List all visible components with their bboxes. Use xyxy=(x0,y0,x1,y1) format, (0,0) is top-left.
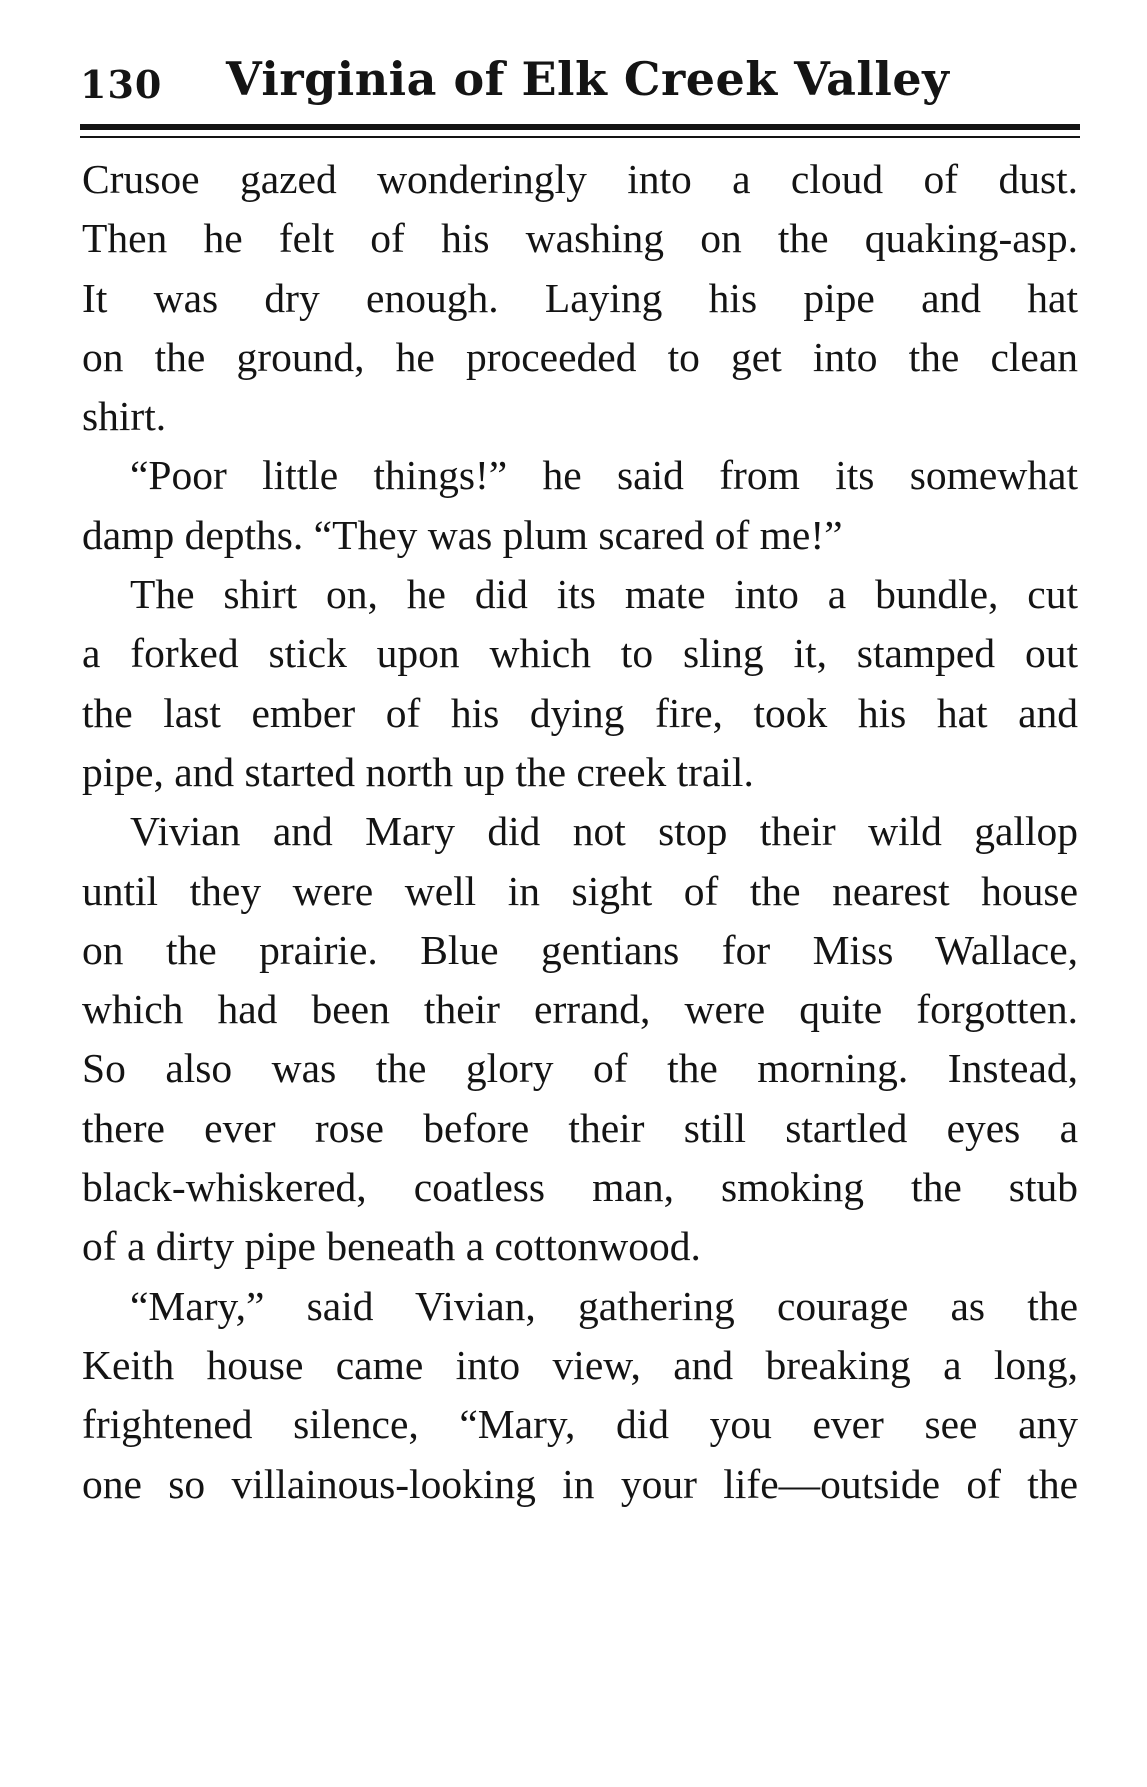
text-line: the last ember of his dying fire, took his hat and xyxy=(82,689,1078,736)
text-line: Crusoe gazed wonderingly into a cloud of dust. xyxy=(82,156,1078,202)
text-line: “Poor little things!” he said from its somewhat xyxy=(130,452,1078,499)
text-line: shirt. xyxy=(82,393,167,440)
header-rule-thin xyxy=(80,136,1080,138)
page-number: 130 xyxy=(80,62,163,107)
text-line: of a dirty pipe beneath a cottonwood. xyxy=(82,1223,701,1270)
text-line: a forked stick upon which to sling it, stamped out xyxy=(82,630,1078,677)
text-line: Then he felt of his washing on the quaking-asp. xyxy=(82,215,1078,262)
text-line: So also was the glory of the morning. Instead, xyxy=(82,1045,1078,1092)
text-line: frightened silence, “Mary, did you ever see any xyxy=(82,1401,1078,1448)
page-header xyxy=(80,52,1080,122)
text-line: black-whiskered, coatless man, smoking the stub xyxy=(82,1164,1078,1211)
text-line: “Mary,” said Vivian, gathering courage as the xyxy=(130,1282,1078,1329)
text-line: pipe, and started north up the creek trail. xyxy=(82,748,754,795)
header-rule-thick xyxy=(80,124,1080,130)
text-line: It was dry enough. Laying his pipe and hat xyxy=(82,274,1078,321)
body-text xyxy=(82,150,1078,1514)
text-line: one so villainous-looking in your life—outside of the xyxy=(82,1460,1078,1507)
text-line: Vivian and Mary did not stop their wild gallop xyxy=(130,808,1078,855)
text-line: Keith house came into view, and breaking a long, xyxy=(82,1341,1078,1388)
running-title: Virginia of Elk Creek Valley xyxy=(226,52,950,106)
text-line: on the prairie. Blue gentians for Miss Wallace, xyxy=(82,926,1078,973)
text-line: there ever rose before their still startled eyes a xyxy=(82,1104,1078,1151)
text-line: on the ground, he proceeded to get into the clean xyxy=(82,333,1078,380)
text-line: which had been their errand, were quite forgotten. xyxy=(82,986,1078,1033)
text-line: damp depths. “They was plum scared of me!” xyxy=(82,511,843,558)
text-line: The shirt on, he did its mate into a bundle, cut xyxy=(130,571,1078,618)
text-line: until they were well in sight of the nearest house xyxy=(82,867,1078,914)
